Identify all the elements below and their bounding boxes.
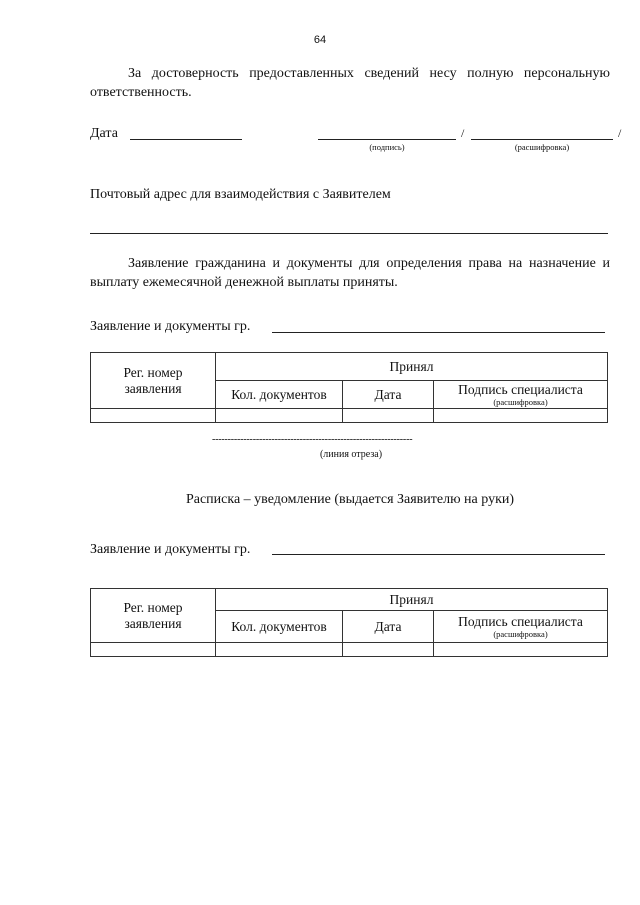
cut-line-label: (линия отреза) bbox=[319, 449, 383, 460]
receipt-accepted-header: Принял bbox=[216, 589, 608, 611]
receipt-reg-number-header bbox=[91, 589, 216, 643]
reg-number-cell[interactable] bbox=[91, 409, 216, 423]
receipt-docs-from-field-line[interactable] bbox=[272, 554, 605, 555]
receipt-reg-number-cell[interactable] bbox=[91, 643, 216, 657]
signature-cell[interactable] bbox=[434, 409, 608, 423]
docs-count-header: Кол. документов bbox=[216, 381, 343, 409]
receipt-docs-count-cell[interactable] bbox=[216, 643, 343, 657]
postal-address-field-line[interactable] bbox=[90, 233, 608, 234]
signature-header-title: Подпись специалиста bbox=[458, 381, 583, 397]
accepted-text: Заявление гражданина и документы для определения права на назначение и выплату ежемесячной денежной выплаты приняты. bbox=[90, 256, 610, 290]
receipt-signature-header-title: Подпись специалиста bbox=[458, 613, 583, 629]
postal-address-label: Почтовый адрес для взаимодействия с Заявителем bbox=[90, 187, 391, 202]
date-cell[interactable] bbox=[343, 409, 434, 423]
slash-separator: / bbox=[461, 126, 465, 140]
signature-field-line[interactable] bbox=[318, 139, 456, 140]
docs-from-field-line[interactable] bbox=[272, 332, 605, 333]
page-number: 64 bbox=[313, 34, 327, 46]
reg-number-line2: заявления bbox=[124, 380, 182, 396]
reg-number-line1: Рег. номер bbox=[123, 364, 183, 380]
docs-count-cell[interactable] bbox=[216, 409, 343, 423]
signature-header bbox=[434, 381, 608, 409]
receipt-reg-number-line2: заявления bbox=[124, 615, 182, 631]
decoding-field-line[interactable] bbox=[471, 139, 613, 140]
receipt-signature-header bbox=[434, 611, 608, 643]
receipt-registration-table bbox=[90, 588, 608, 657]
responsibility-text: За достоверность предоставленных сведений несу полную персональную ответственность. bbox=[90, 66, 610, 100]
cut-line: ---------------------------------------------------------------- bbox=[212, 434, 413, 445]
receipt-date-header: Дата bbox=[343, 611, 434, 643]
date-header: Дата bbox=[343, 381, 434, 409]
date-field-line[interactable] bbox=[130, 139, 242, 140]
decoding-caption: (расшифровка) bbox=[514, 142, 570, 152]
receipt-reg-number-line1: Рег. номер bbox=[123, 599, 183, 615]
signature-caption: (подпись) bbox=[369, 142, 405, 152]
receipt-signature-cell[interactable] bbox=[434, 643, 608, 657]
docs-from-label: Заявление и документы гр. bbox=[90, 319, 251, 334]
receipt-docs-count-header: Кол. документов bbox=[216, 611, 343, 643]
signature-header-sub: (расшифровка) bbox=[493, 396, 548, 407]
receipt-docs-from-label: Заявление и документы гр. bbox=[90, 542, 251, 557]
registration-table bbox=[90, 352, 608, 423]
slash-separator-end: / bbox=[618, 126, 622, 140]
accepted-header: Принял bbox=[216, 353, 608, 381]
date-label: Дата bbox=[90, 126, 118, 141]
receipt-title: Расписка – уведомление (выдается Заявителю на руки) bbox=[185, 492, 515, 507]
receipt-date-cell[interactable] bbox=[343, 643, 434, 657]
reg-number-header bbox=[91, 353, 216, 409]
receipt-signature-header-sub: (расшифровка) bbox=[493, 628, 548, 639]
